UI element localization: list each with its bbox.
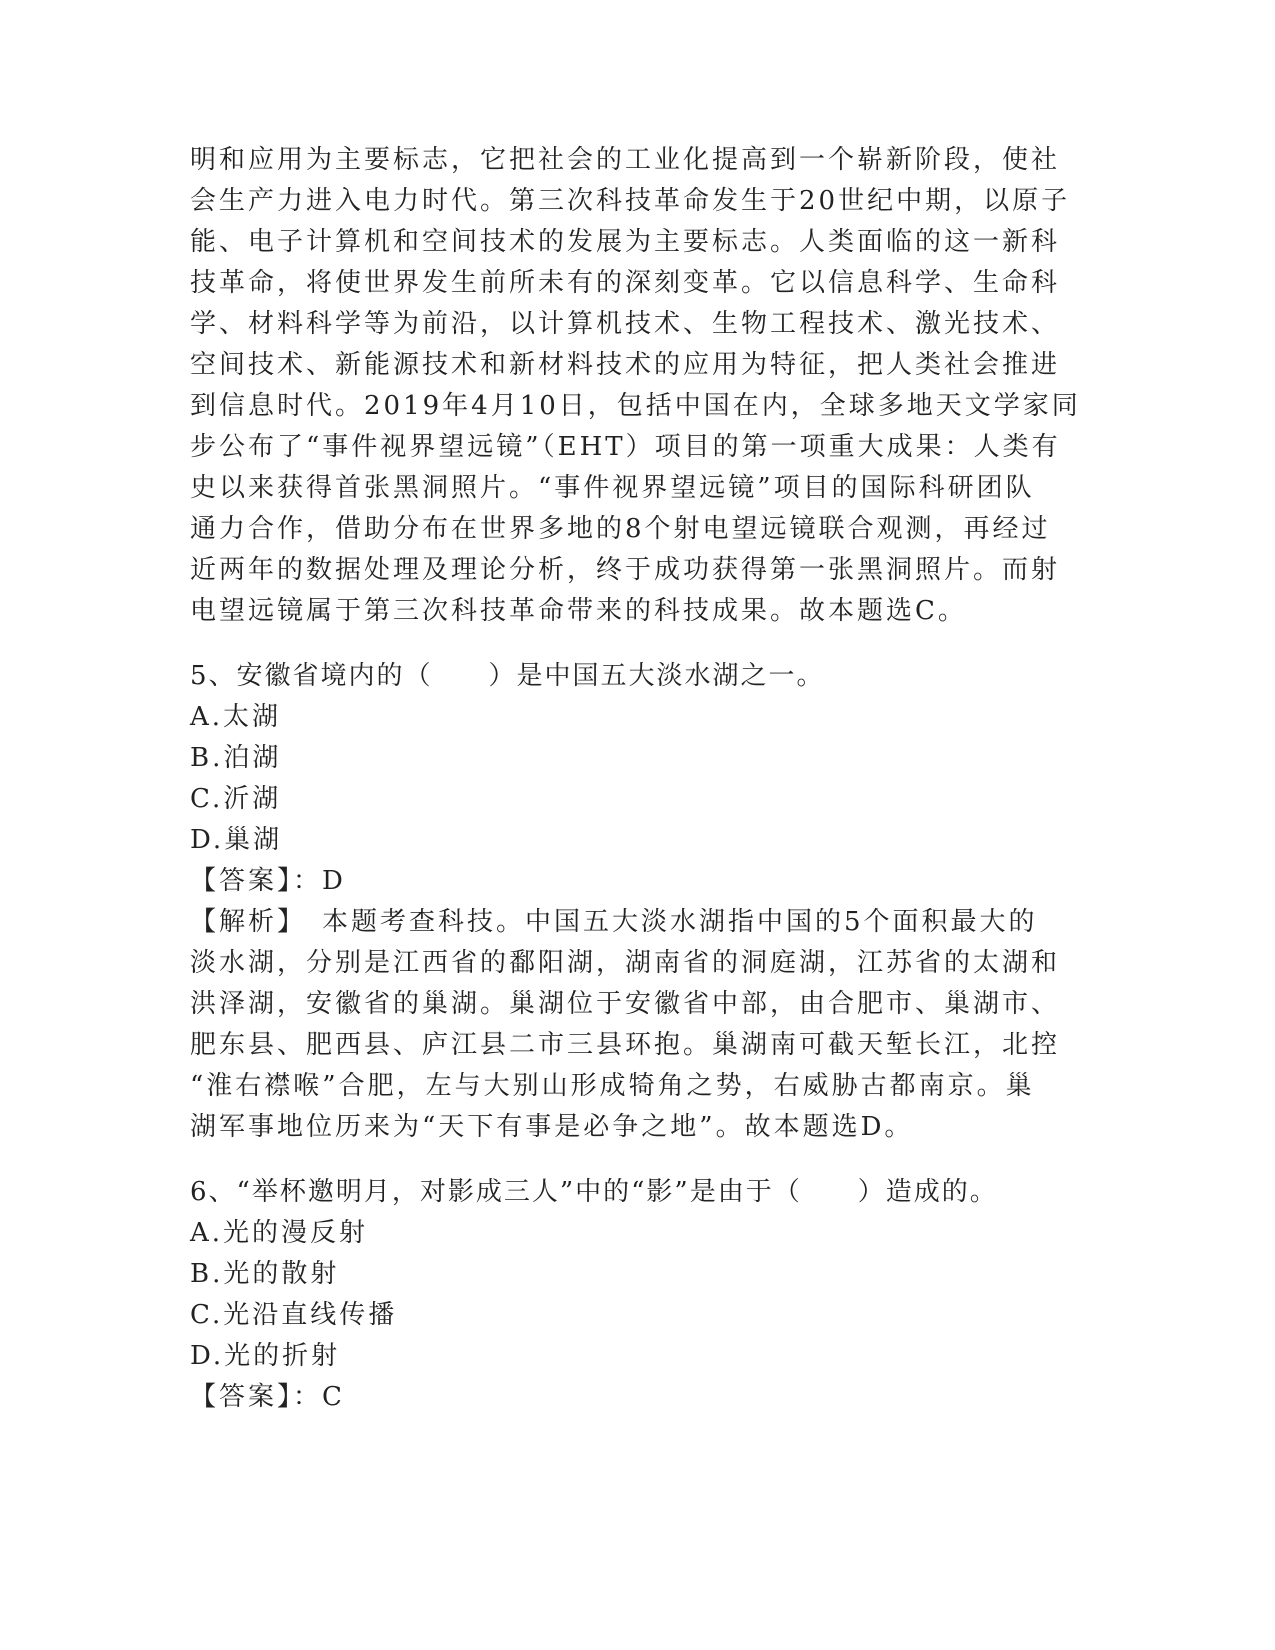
analysis-line: 湖军事地位历来为“天下有事是必争之地”。故本题选D。 <box>190 1112 914 1142</box>
paragraph-line: 技革命，将使世界发生前所未有的深刻变革。它以信息科学、生命科 <box>190 268 1061 298</box>
paragraph-line: 会生产力进入电力时代。第三次科技革命发生于20世纪中期，以原子 <box>190 186 1071 216</box>
paragraph-line: 电望远镜属于第三次科技革命带来的科技成果。故本题选C。 <box>190 596 967 626</box>
option-a: A.太湖 <box>190 702 282 732</box>
option-b: B.光的散射 <box>190 1259 340 1289</box>
question-text: 6、“举杯邀明月，对影成三人”中的“影”是由于（ ）造成的。 <box>190 1177 998 1207</box>
option-c: C.光沿直线传播 <box>190 1300 398 1330</box>
question-text: 5、安徽省境内的（ ）是中国五大淡水湖之一。 <box>190 661 825 691</box>
paragraph-line: 空间技术、新能源技术和新材料技术的应用为特征，把人类社会推进 <box>190 350 1061 380</box>
paragraph-line: 步公布了“事件视界望远镜”（EHT）项目的第一项重大成果：人类有 <box>190 432 1061 462</box>
analysis-line: 淡水湖，分别是江西省的鄱阳湖，湖南省的洞庭湖，江苏省的太湖和 <box>190 948 1061 978</box>
paragraph-line: 明和应用为主要标志，它把社会的工业化提高到一个崭新阶段，使社 <box>190 145 1061 175</box>
paragraph-line: 史以来获得首张黑洞照片。“事件视界望远镜”项目的国际科研团队 <box>190 473 1035 503</box>
paragraph-line: 通力合作，借助分布在世界多地的8个射电望远镜联合观测，再经过 <box>190 514 1051 544</box>
option-c: C.沂湖 <box>190 784 282 814</box>
analysis-line: 【解析】 本题考查科技。中国五大淡水湖指中国的5个面积最大的 <box>190 907 1038 937</box>
analysis-line: “淮右襟喉”合肥，左与大别山形成犄角之势，右威胁古都南京。巢 <box>190 1071 1035 1101</box>
paragraph-line: 到信息时代。2019年4月10日，包括中国在内，全球多地天文学家同 <box>190 391 1081 421</box>
answer-line: 【答案】：C <box>190 1382 345 1412</box>
paragraph-line: 能、电子计算机和空间技术的发展为主要标志。人类面临的这一新科 <box>190 227 1061 257</box>
analysis-line: 洪泽湖，安徽省的巢湖。巢湖位于安徽省中部，由合肥市、巢湖市、 <box>190 989 1061 1019</box>
analysis-line: 肥东县、肥西县、庐江县二市三县环抱。巢湖南可截天堑长江，北控 <box>190 1030 1061 1060</box>
paragraph-line: 学、材料科学等为前沿，以计算机技术、生物工程技术、激光技术、 <box>190 309 1061 339</box>
option-d: D.巢湖 <box>190 825 283 855</box>
answer-line: 【答案】：D <box>190 866 346 896</box>
paragraph-line: 近两年的数据处理及理论分析，终于成功获得第一张黑洞照片。而射 <box>190 555 1061 585</box>
option-b: B.泊湖 <box>190 743 282 773</box>
option-d: D.光的折射 <box>190 1341 341 1371</box>
option-a: A.光的漫反射 <box>190 1218 369 1248</box>
